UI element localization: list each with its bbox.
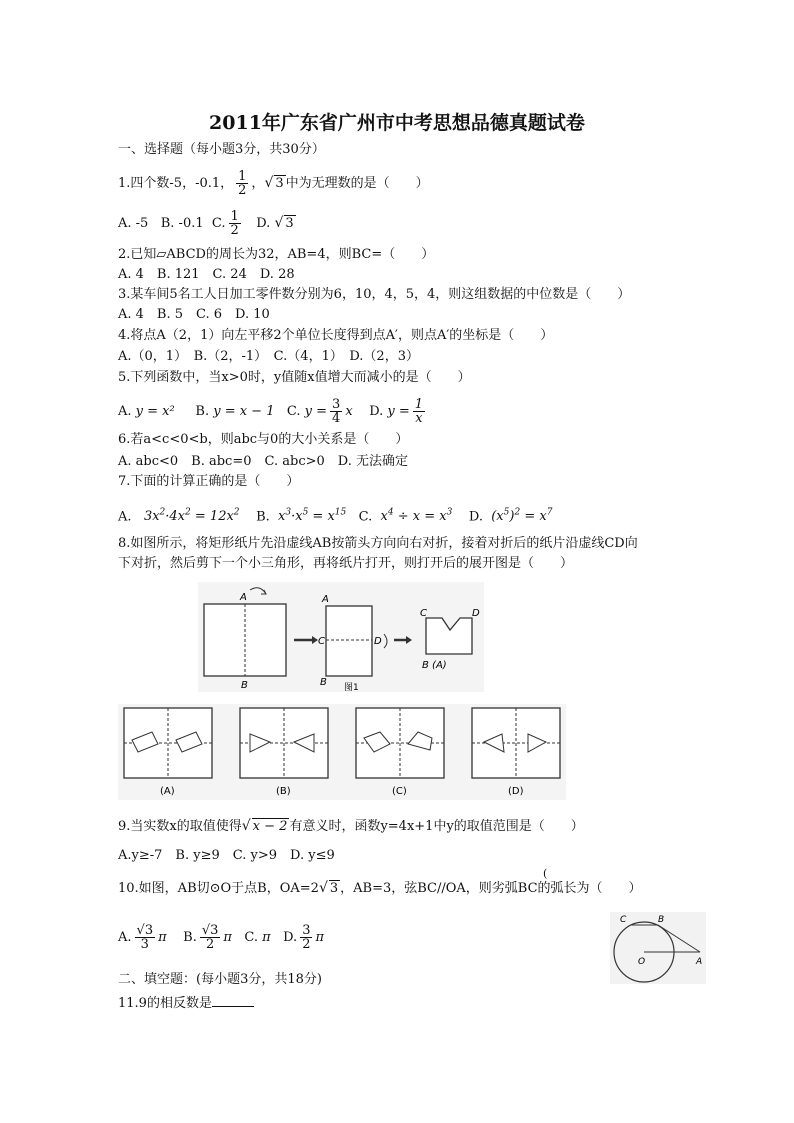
svg-text:O: O <box>638 957 646 967</box>
q10-opt-c: C. <box>244 930 258 945</box>
svg-text:C: C <box>318 636 325 647</box>
q1-stem-post: 中为无理数的是（ ） <box>285 176 429 191</box>
question-7-options: A. $3x^2\cdot 4x^2 = 12x^2$ B. $x^3\cdot x^5 = x^{15}$ C. $x^4 \div x = x^3$ D. $(x^5)^2 = x^7$ <box>118 508 553 525</box>
question-8-line1: 8.如图所示，将矩形纸片先沿虚线AB按箭头方向向右对折，接着对折后的纸片沿虚线CD向 <box>118 536 638 551</box>
svg-text:A: A <box>322 594 329 605</box>
q7-opt-d: D. <box>468 509 483 525</box>
section-heading-fill: 二、填空题：(每小题3分，共18分) <box>118 972 322 987</box>
svg-text:D: D <box>472 608 480 619</box>
svg-text:A: A <box>696 957 703 967</box>
q10-stem-post: ，AB=3，弦BC//OA，则劣弧BC的弧长为（ ） <box>340 881 642 896</box>
question-5: 5.下列函数中，当x>0时，y值随x值增大而减小的是（ ） <box>118 370 471 385</box>
q5-opt-a: A. <box>118 404 132 419</box>
q5-opt-b: B. <box>195 404 210 419</box>
q1-opt-a: A. -5 <box>118 216 149 231</box>
q5-opt-c: C. <box>286 404 301 419</box>
q9-stem-pre: 9.当实数x的取值使得 <box>118 819 242 834</box>
svg-text:C: C <box>620 915 627 925</box>
question-1-options: A. -5 B. -0.1 C. $\frac{1}{2}$ D. √ 3 <box>118 209 294 238</box>
question-4: 4.将点A（2，1）向左平移2个单位长度得到点A′，则点A′的坐标是（ ） <box>118 328 554 343</box>
svg-text:A: A <box>240 592 247 603</box>
q5-opt-c-fraction: $\frac{3}{4}$ <box>332 397 341 426</box>
q10-opt-b-frac: $\frac{√3}{2}$ <box>201 923 219 952</box>
q10-opt-c-val: π <box>262 930 271 945</box>
q10-sqrt: 3 <box>329 881 339 896</box>
q11-stem: 11.9的相反数是 <box>118 996 212 1011</box>
question-2: 2.已知▱ABCD的周长为32，AB=4，则BC=（ ） <box>118 247 435 262</box>
q10-opt-a: A. <box>118 930 132 945</box>
question-9: 9.当实数x的取值使得√ x − 2 有意义时，函数y=4x+1中y的取值范围是（ ） <box>118 818 584 834</box>
q10-opt-d: D. <box>283 930 298 945</box>
svg-text:B: B <box>320 677 327 688</box>
q7-opt-b: B. <box>256 509 270 525</box>
question-9-options: A.y≥-7 B. y≥9 C. y>9 D. y≤9 <box>118 848 335 863</box>
question-5-options: A. y = x² B. y = x − 1 C. y = $\frac{3}{4}$ x D. y = $\frac{1}{x}$ <box>118 397 424 426</box>
q8-fig-caption: 图1 <box>344 683 359 692</box>
question-7: 7.下面的计算正确的是（ ） <box>118 474 300 489</box>
question-10-options: A. $\frac{√3}{3}$ π B. $\frac{√3}{2}$ π C. π D. $\frac{3}{2}$ π <box>118 923 325 952</box>
question-3: 3.某车间5名工人日加工零件数分别为6，10，4，5，4，则这组数据的中位数是（ ） <box>118 287 631 302</box>
svg-text:D: D <box>374 636 382 647</box>
q10-opt-d-frac: $\frac{3}{2}$ <box>302 923 311 952</box>
q10-opt-b: B. <box>183 930 197 945</box>
question-11 <box>118 994 254 1012</box>
question-3-options: A. 4 B. 5 C. 6 D. 10 <box>118 307 270 322</box>
svg-text:C: C <box>420 608 427 619</box>
q7-opt-c: C. <box>358 509 373 525</box>
question-10: 10.如图，AB切⊙O于点B，OA=2√ 3 ，AB=3，弦BC//OA，则劣弧BC的弧长为（ ） <box>118 880 642 896</box>
q5-opt-d: D. <box>369 404 384 419</box>
q10-arc-mark: ( <box>543 867 548 880</box>
q1-stem-pre: 1.四个数-5，-0.1， <box>118 176 234 191</box>
question-6: 6.若a<c<0<b，则abc与0的大小关系是（ ） <box>118 432 409 447</box>
q8-figure-choices <box>118 704 566 800</box>
question-2-options: A. 4 B. 121 C. 24 D. 28 <box>118 267 295 282</box>
q8-choice-c-label: (C) <box>392 786 407 797</box>
q11-answer-blank <box>212 994 254 1007</box>
q5-expr-a: y = x² <box>135 404 175 419</box>
q10-circle-figure <box>610 912 706 984</box>
q9-stem-post: 有意义时，函数y=4x+1中y的取值范围是（ ） <box>289 819 584 834</box>
q5-opt-d-fraction: $\frac{1}{x}$ <box>414 397 424 426</box>
q5-expr-b: y = x − 1 <box>213 404 275 419</box>
q1-opt-d-sqrt: 3 <box>285 216 294 231</box>
q8-choice-d-label: (D) <box>508 786 524 797</box>
page-title: 2011年广东省广州市中考思想品德真题试卷 <box>209 112 585 134</box>
question-6-options: A. abc<0 B. abc=0 C. abc>0 D. 无法确定 <box>118 454 408 469</box>
q7-opt-a: A. <box>118 509 132 525</box>
q9-sqrt-expr: x − 2 <box>252 819 288 834</box>
q1-sqrt: 3 <box>275 176 284 191</box>
q1-opt-b: B. -0.1 <box>160 216 204 231</box>
q8-choice-b-label: (B) <box>276 786 291 797</box>
q10-stem-pre: 10.如图，AB切⊙O于点B，OA=2 <box>118 881 319 896</box>
q10-opt-a-frac: $\frac{√3}{3}$ <box>136 923 154 952</box>
question-1: 1.四个数-5，-0.1， $\frac{1}{2}$ ，√ 3 中为无理数的是（ ） <box>118 169 429 198</box>
q1-opt-c-fraction: $\frac{1}{2}$ <box>230 209 239 238</box>
question-8-line2: 下对折，然后剪下一个小三角形，再将纸片打开，则打开后的展开图是（ ） <box>118 556 574 571</box>
svg-text:B: B <box>241 680 248 691</box>
q1-opt-d: D. <box>256 216 271 231</box>
section-heading-choice: 一、选择题（每小题3分，共30分） <box>118 142 325 157</box>
q1-fraction: $\frac{1}{2}$ <box>238 169 247 198</box>
svg-text:B: B <box>658 915 665 925</box>
svg-text:B (A): B (A) <box>422 660 447 671</box>
q8-choice-a-label: (A) <box>160 786 175 797</box>
q1-opt-c: C. <box>211 216 226 231</box>
q8-figure-folding <box>198 582 484 692</box>
question-4-options: A.（0，1） B.（2，-1） C.（4，1） D.（2，3） <box>118 349 419 364</box>
